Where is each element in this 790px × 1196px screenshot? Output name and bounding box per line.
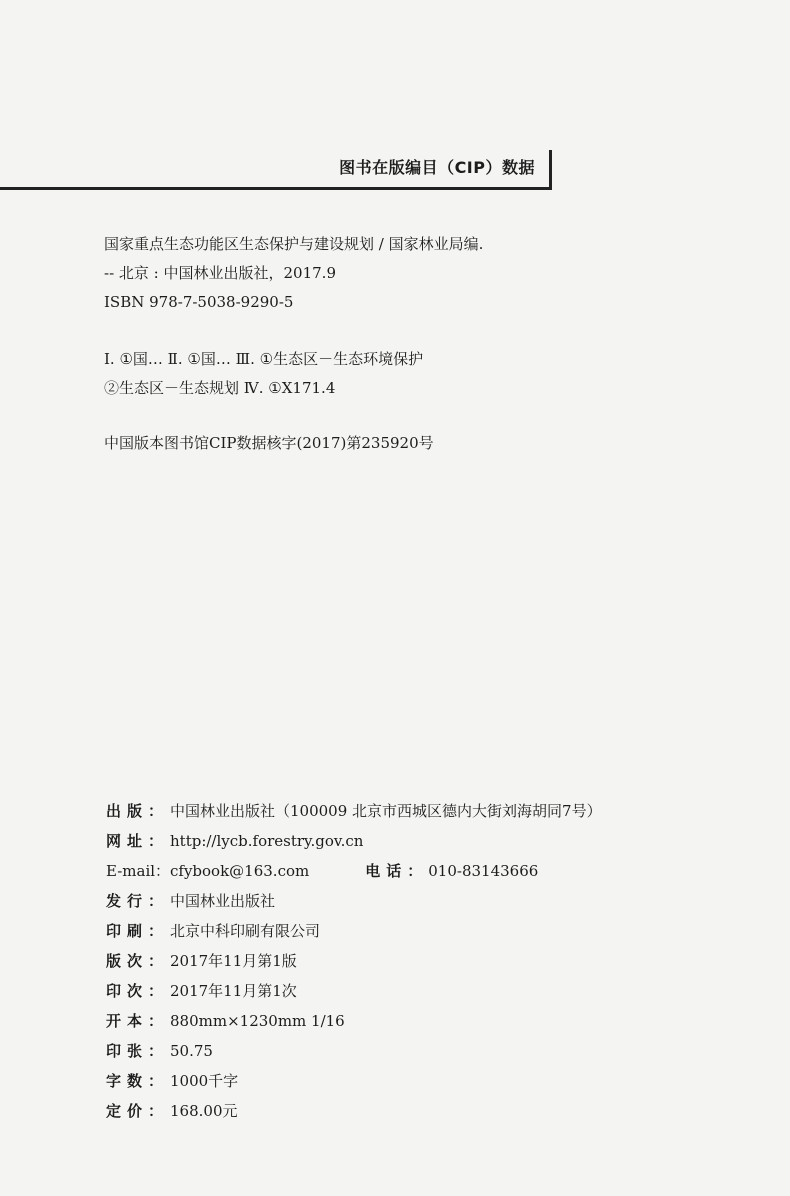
- cip-header-box: [0, 150, 552, 190]
- sheets-row: [106, 1036, 746, 1066]
- cip-title: 图书在版编目（CIP）数据: [339, 158, 535, 177]
- cip-subject-line-2: ②生态区－生态规划 Ⅳ. ①X171.4: [104, 379, 336, 397]
- publisher-value: 中国林业出版社（100009 北京市西城区德内大街刘海胡同7号）: [170, 802, 602, 820]
- cip-isbn-line: ISBN 978-7-5038-9290-5: [104, 293, 294, 311]
- sheets-label: 印张：: [106, 1042, 170, 1060]
- word-count-label: 字数：: [106, 1072, 170, 1090]
- website-value: http://lycb.forestry.gov.cn: [170, 832, 364, 850]
- format-label: 开本：: [106, 1012, 170, 1030]
- email-row: [106, 856, 746, 886]
- edition-value: 2017年11月第1版: [170, 952, 297, 970]
- printer-value: 北京中科印刷有限公司: [170, 922, 321, 940]
- imprint-block: [106, 796, 746, 1126]
- distributor-row: [106, 886, 746, 916]
- edition-row: [106, 946, 746, 976]
- cip-subject-line-1: Ⅰ. ①国… Ⅱ. ①国… Ⅲ. ①生态区－生态环境保护: [104, 350, 424, 368]
- publisher-label: 出版：: [106, 802, 170, 820]
- website-label: 网址：: [106, 832, 170, 850]
- phone-label: 电话：: [365, 862, 429, 880]
- printer-label: 印刷：: [106, 922, 170, 940]
- phone-value: 010-83143666: [428, 862, 539, 880]
- printer-row: [106, 916, 746, 946]
- price-row: [106, 1096, 746, 1126]
- distributor-label: 发行：: [106, 892, 170, 910]
- cip-publication-line: -- 北京 : 中国林业出版社，2017.9: [104, 264, 336, 282]
- email-value: cfybook@163.com: [170, 862, 310, 880]
- printing-label: 印次：: [106, 982, 170, 1000]
- email-label: E-mail：: [106, 862, 171, 880]
- format-value: 880mm×1230mm 1/16: [170, 1012, 345, 1030]
- sheets-value: 50.75: [170, 1042, 213, 1060]
- printing-row: [106, 976, 746, 1006]
- publisher-row: [106, 796, 746, 826]
- edition-label: 版次：: [106, 952, 170, 970]
- price-value: 168.00元: [170, 1102, 238, 1120]
- cip-number-line: 中国版本图书馆CIP数据核字(2017)第235920号: [104, 434, 434, 452]
- website-row: [106, 826, 746, 856]
- format-row: [106, 1006, 746, 1036]
- printing-value: 2017年11月第1次: [170, 982, 297, 1000]
- word-count-value: 1000千字: [170, 1072, 239, 1090]
- cip-record: [104, 230, 704, 458]
- distributor-value: 中国林业出版社: [170, 892, 276, 910]
- word-count-row: [106, 1066, 746, 1096]
- price-label: 定价：: [106, 1102, 170, 1120]
- cip-title-line: 国家重点生态功能区生态保护与建设规划 / 国家林业局编.: [104, 235, 484, 253]
